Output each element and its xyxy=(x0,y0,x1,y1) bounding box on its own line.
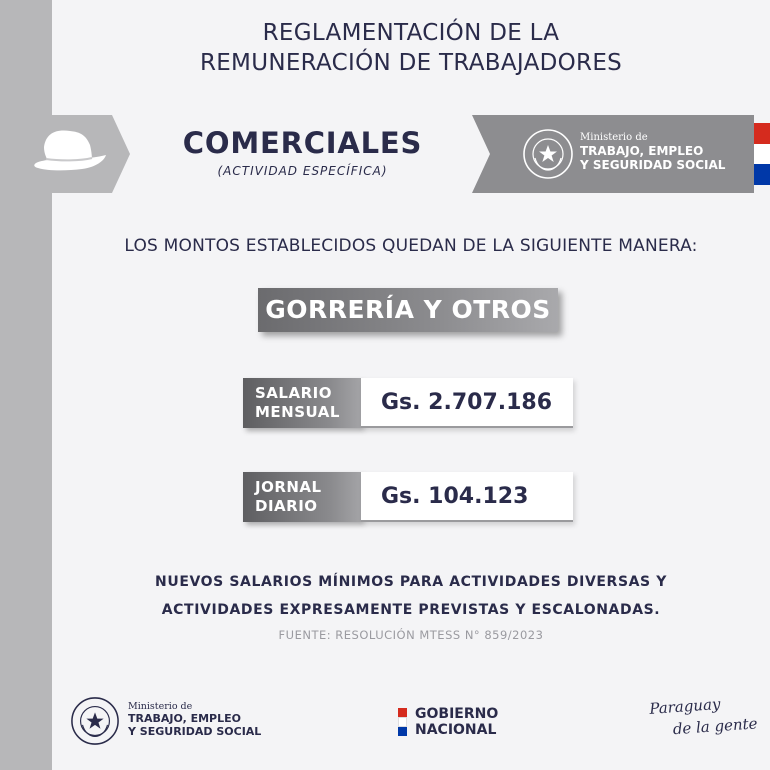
title-line-1: REGLAMENTACIÓN DE LA xyxy=(262,20,560,46)
monthly-salary-value: Gs. 2.707.186 xyxy=(361,378,573,428)
monthly-salary-label xyxy=(243,378,361,428)
page-title xyxy=(52,18,770,78)
footer-ministry-line-3: Y SEGURIDAD SOCIAL xyxy=(128,725,262,738)
gobierno-flag-icon xyxy=(398,708,407,736)
monthly-label-line-2: MENSUAL xyxy=(255,403,340,421)
note-line-1: NUEVOS SALARIOS MÍNIMOS PARA ACTIVIDADES DIVERSAS Y xyxy=(155,574,667,590)
ministry-line-3: Y SEGURIDAD SOCIAL xyxy=(580,158,726,172)
category-badge: GORRERÍA Y OTROS xyxy=(258,288,558,332)
footer-ministry-line-1: Ministerio de xyxy=(128,701,193,712)
footer-ministry-name xyxy=(128,701,261,738)
ministry-line-2: TRABAJO, EMPLEO xyxy=(580,144,704,158)
hat-banner-shape xyxy=(0,115,130,193)
slogan-logo xyxy=(649,690,762,742)
daily-wage-value: Gs. 104.123 xyxy=(361,472,573,522)
slogan-line-2: de la gente xyxy=(672,714,759,739)
monthly-label-line-1: SALARIO xyxy=(255,384,332,402)
ministry-line-1: Ministerio de xyxy=(580,132,648,143)
slogan-line-1: Paraguay xyxy=(648,694,721,718)
daily-label-line-2: DIARIO xyxy=(255,497,318,515)
daily-wage-row xyxy=(243,472,573,522)
footer-ministry-line-2: TRABAJO, EMPLEO xyxy=(128,712,241,725)
national-seal-icon xyxy=(522,128,574,180)
ministry-name xyxy=(580,132,725,172)
note-line-2: ACTIVIDADES EXPRESAMENTE PREVISTAS Y ESCALONADAS. xyxy=(161,602,661,618)
paraguay-flag xyxy=(754,123,770,185)
sector-subtitle: (ACTIVIDAD ESPECÍFICA) xyxy=(217,164,388,178)
intro-text: LOS MONTOS ESTABLECIDOS QUEDAN DE LA SIGUIENTE MANERA: xyxy=(124,236,698,256)
footer-ministry-logo xyxy=(70,693,320,751)
gobierno-line-2: NACIONAL xyxy=(415,722,497,738)
daily-label-line-1: JORNAL xyxy=(255,478,322,496)
hat-banner xyxy=(0,115,130,193)
ministry-banner xyxy=(472,115,754,193)
title-line-2: REMUNERACIÓN DE TRABAJADORES xyxy=(199,50,623,76)
daily-wage-label xyxy=(243,472,361,522)
monthly-salary-row xyxy=(243,378,573,428)
source-text: FUENTE: RESOLUCIÓN MTESS N° 859/2023 xyxy=(278,628,544,642)
note-text xyxy=(52,568,770,624)
sector-heading xyxy=(160,126,445,178)
gobierno-text xyxy=(415,706,498,738)
footer-seal-icon xyxy=(70,696,120,746)
sector-name: COMERCIALES xyxy=(182,126,423,160)
gobierno-line-1: GOBIERNO xyxy=(415,706,499,722)
